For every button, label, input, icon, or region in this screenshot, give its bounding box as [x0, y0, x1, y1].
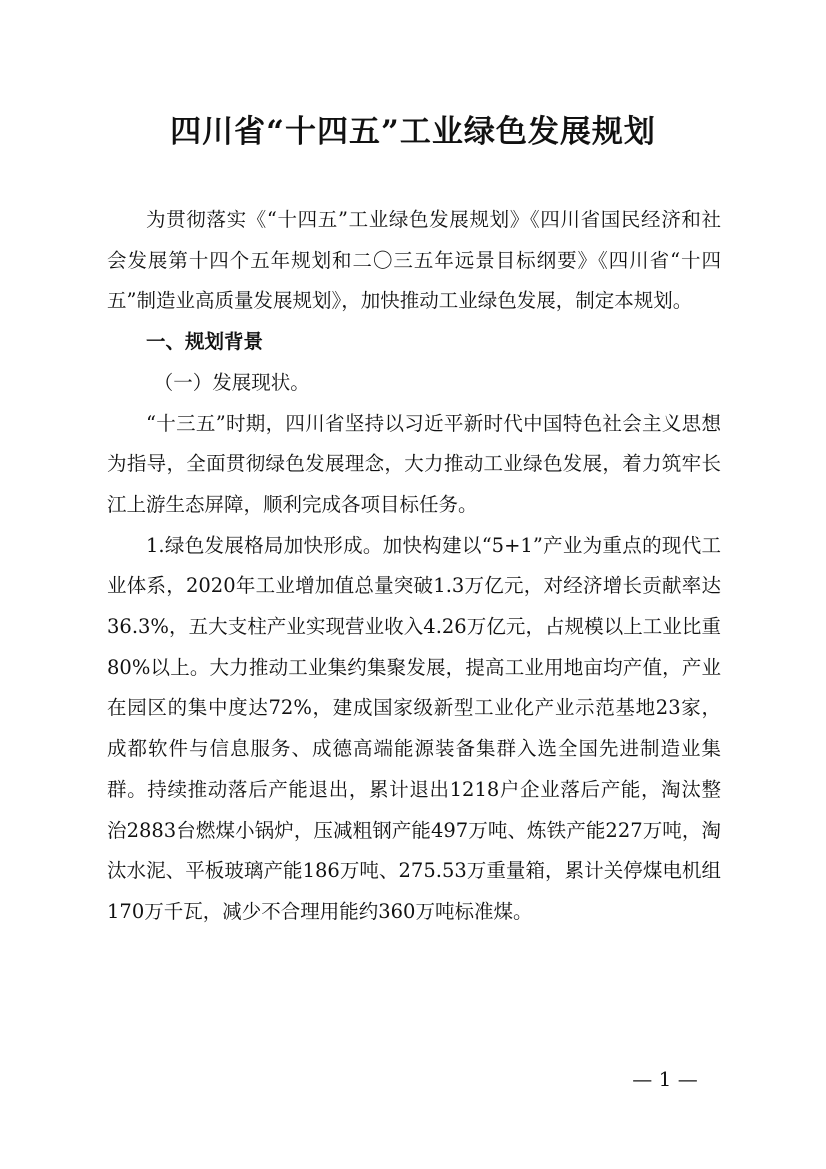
section-heading: 一、规划背景 [146, 330, 264, 354]
subsection-heading: （一）发展现状。 [153, 370, 310, 394]
document-body [107, 200, 721, 933]
body-paragraph: “十三五”时期，四川省坚持以习近平新时代中国特色社会主义思想为指导，全面贯彻绿色发展理念，大力推动工业绿色发展，着力筑牢长江上游生态屏障，顺利完成各项目标任务。 [107, 411, 721, 516]
intro-paragraph: 为贯彻落实《“十四五”工业绿色发展规划》《四川省国民经济和社会发展第十四个五年规划和二〇三五年远景目标纲要》《四川省“十四五”制造业高质量发展规划》，加快推动工业绿色发展，制定本规划。 [107, 208, 721, 313]
document-title: 四川省“十四五”工业绿色发展规划 [170, 114, 656, 150]
body-paragraph: 1.绿色发展格局加快形成。加快构建以“5+1”产业为重点的现代工业体系，2020年工业增加值总量突破1.3万亿元，对经济增长贡献率达36.3%，五大支柱产业实现营业收入4.26万亿元，占规模以上工业比重80%以上。大力推动工业集约集聚发展，提高工业用地亩均产值，产业在园区的集中度达72%，建成国家级新型工业化产业示范基地23家，成都软件与信息服务、成德高端能源装备集群入选全国先进制造业集群。持续推动落后产能退出，累计退出1218户企业落后产能，淘汰整治2883台燃煤小锅炉，压减粗钢产能497万吨、炼铁产能227万吨，淘汰水泥、平板玻璃产能186万吨、275.53万重量箱，累计关停煤电机组170万千瓦，减少不合理用能约360万吨标准煤。 [107, 533, 721, 923]
page-number: — 1 — [632, 1067, 698, 1091]
